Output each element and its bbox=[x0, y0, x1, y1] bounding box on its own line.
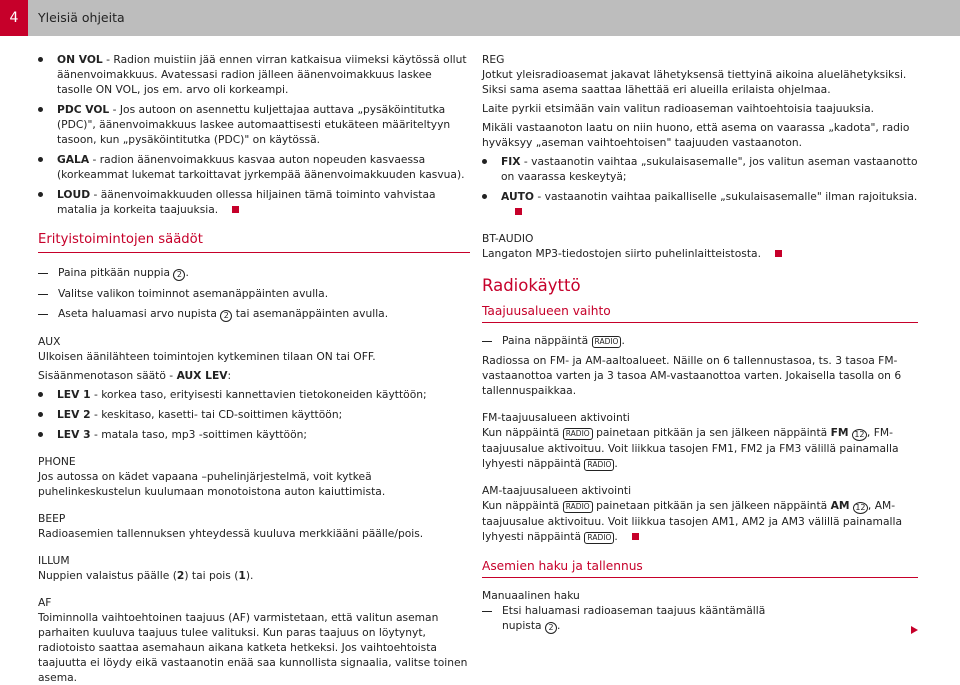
reg-text-3: Mikäli vastaanoton laatu on niin huono, että asema on vaarassa „kadota", radio hyväksyy „aseman vaihtoehtoisen" taajuuden vastaanoton. bbox=[482, 121, 910, 149]
bullet-icon bbox=[38, 157, 43, 162]
bullet-icon bbox=[38, 412, 43, 417]
dash-icon bbox=[38, 294, 48, 295]
section-title-search: Asemien haku ja tallennus bbox=[482, 558, 918, 578]
knob-number-icon: 2 bbox=[220, 310, 232, 322]
end-square-icon bbox=[775, 250, 782, 257]
section-title-band: Taajuusalueen vaihto bbox=[482, 303, 918, 323]
reg-text-2: Laite pyrkii etsimään vain valitun radioaseman vaihtoehtoisia taajuuksia. bbox=[482, 102, 875, 115]
radio-key-icon: RADIO bbox=[563, 428, 593, 440]
list-item: FIX - vastaanotin vaihtaa „sukulaisasemalle", jos valitun aseman vastaanotto on vaarassa keskeytyä; bbox=[482, 154, 918, 184]
key-number-icon: 12 bbox=[853, 502, 868, 514]
radio-key-icon: RADIO bbox=[584, 459, 614, 471]
illum-label: ILLUM bbox=[38, 554, 70, 567]
knob-number-icon: 2 bbox=[545, 622, 557, 634]
list-item: LEV 3 - matala taso, mp3 -soittimen käyttöön; bbox=[38, 427, 470, 442]
list-item: GALA - radion äänenvoimakkuus kasvaa auton nopeuden kasvaessa (korkeammat lukemat tarkoittavat jyrkempää äänenvoimakkuuden kasvua). bbox=[38, 152, 470, 182]
list-item: PDC VOL - Jos autoon on asennettu kuljettajaa auttava „pysäköintitutka (PDC)", äänenvoimakkuus laskee automaattisesti etukäteen määriteltyyn tasoon, kun „pysäköintitutka (PDC)" on käytössä. bbox=[38, 102, 470, 147]
list-item: LOUD - äänenvoimakkuuden ollessa hiljainen tämä toiminto vahvistaa matalia ja korkeita taajuuksia. bbox=[38, 187, 470, 217]
page-header bbox=[0, 0, 960, 36]
bullet-icon bbox=[38, 392, 43, 397]
continue-arrow-icon bbox=[911, 626, 918, 634]
beep-text: Radioasemien tallennuksen yhteydessä kuuluva merkkiääni päälle/pois. bbox=[38, 527, 424, 540]
bullet-icon bbox=[38, 432, 43, 437]
illum-text: Nuppien valaistus päälle (2) tai pois (1). bbox=[38, 569, 254, 582]
key-number-icon: 12 bbox=[852, 429, 867, 441]
bullet-icon bbox=[482, 159, 487, 164]
band-text: Radiossa on FM- ja AM-aaltoalueet. Näille on 6 tallennustasoa, ts. 3 tasoa FM-vastaanottoa varten ja 3 tasoa AM-vastaanottoa varten. Jokaisella tasolla on 6 tallennuspaikkaa. bbox=[482, 354, 902, 397]
af-text: Toiminnolla vaihtoehtoinen taajuus (AF) varmistetaan, että valitun aseman parhaiten kuuluva taajuus tulee valituksi. Kun paras taajuus on löytynyt, radiotoisto saattaa asemahaun aikana katketa hetkeksi. Jos vaihtoehtoista taajuutta ei löydy eikä vastaanotin enää saa kunnollista signaalia, valitse toinen asema. bbox=[38, 611, 468, 684]
radio-key-icon: RADIO bbox=[584, 532, 614, 544]
dash-icon bbox=[38, 273, 48, 274]
right-column bbox=[482, 52, 918, 639]
bullet-icon bbox=[38, 107, 43, 112]
manual-label: Manuaalinen haku bbox=[482, 589, 580, 602]
list-item: ON VOL - Radion muistiin jää ennen virran katkaisua viimeksi käytössä ollut äänenvoimakkuus. Avatessasi radion jälleen äänenvoimakkuus laskee tasolle ON VOL, jos em. arvo oli korkeampi. bbox=[38, 52, 470, 97]
section-title-radio: Radiokäyttö bbox=[482, 276, 581, 295]
fm-label: FM-taajuusalueen aktivointi bbox=[482, 411, 630, 424]
radio-key-icon: RADIO bbox=[592, 336, 622, 348]
knob-number-icon: 2 bbox=[173, 269, 185, 281]
bt-audio-text: Langaton MP3-tiedostojen siirto puhelinlaitteistosta. bbox=[482, 246, 918, 261]
fm-text: Kun näppäintä RADIO painetaan pitkään ja sen jälkeen näppäintä FM 12 , FM-taajuusalue aktivoituu. Voit liikkua tasojen FM1, FM2 ja FM3 välillä painamalla lyhyesti näppäintä RADIO . bbox=[482, 426, 899, 470]
end-square-icon bbox=[232, 206, 239, 213]
chapter-title: Yleisiä ohjeita bbox=[38, 10, 125, 25]
bt-audio-label: BT-AUDIO bbox=[482, 232, 534, 245]
dash-icon bbox=[38, 314, 48, 315]
step-item: Paina pitkään nuppia 2 . bbox=[38, 265, 470, 281]
step-item: Etsi haluamasi radioaseman taajuus kääntämällä nupista 2 . bbox=[482, 603, 918, 634]
page-number: 4 bbox=[0, 0, 28, 36]
beep-label: BEEP bbox=[38, 512, 66, 525]
aux-text: Ulkoisen äänilähteen toimintojen kytkeminen tilaan ON tai OFF. bbox=[38, 350, 376, 363]
dash-icon bbox=[482, 341, 492, 342]
reg-label: REG bbox=[482, 53, 505, 66]
step-item: Paina näppäintä RADIO . bbox=[482, 333, 918, 348]
end-square-icon bbox=[632, 533, 639, 540]
left-column bbox=[38, 52, 470, 685]
aux-label: AUX bbox=[38, 335, 61, 348]
list-item: AUTO - vastaanotin vaihtaa paikalliselle „sukulaisasemalle" ilman rajoituksia. bbox=[482, 189, 918, 219]
phone-label: PHONE bbox=[38, 455, 76, 468]
end-square-icon bbox=[515, 208, 522, 215]
radio-key-icon: RADIO bbox=[563, 501, 593, 513]
step-item: Aseta haluamasi arvo nupista 2 tai asemanäppäinten avulla. bbox=[38, 306, 470, 322]
af-label: AF bbox=[38, 596, 52, 609]
list-item: LEV 2 - keskitaso, kasetti- tai CD-soittimen käyttöön; bbox=[38, 407, 470, 422]
reg-text-1: Jotkut yleisradioasemat jakavat lähetyksensä tiettyinä aikoina aluelähetyksiksi. Siksi sama asema saattaa lähettää eri alueilla erilaista ohjelmaa. bbox=[482, 68, 907, 96]
step-item: Valitse valikon toiminnot asemanäppäinten avulla. bbox=[38, 286, 470, 301]
bullet-icon bbox=[38, 192, 43, 197]
dash-icon bbox=[482, 611, 492, 612]
aux-lev-text: Sisäänmenotason säätö - AUX LEV: bbox=[38, 369, 232, 382]
list-item: LEV 1 - korkea taso, erityisesti kannettavien tietokoneiden käyttöön; bbox=[38, 387, 470, 402]
section-title-special-functions: Erityistoimintojen säädöt bbox=[38, 231, 470, 253]
phone-text: Jos autossa on kädet vapaana –puhelinjärjestelmä, voit kytkeä puhelinkeskustelun kuulumaan monotoistona auton kaiuttimista. bbox=[38, 470, 386, 498]
am-label: AM-taajuusalueen aktivointi bbox=[482, 484, 632, 497]
bullet-icon bbox=[38, 57, 43, 62]
bullet-icon bbox=[482, 194, 487, 199]
am-text: Kun näppäintä RADIO painetaan pitkään ja sen jälkeen näppäintä AM 12 , AM-taajuusalue aktivoituu. Voit liikkua tasojen AM1, AM2 ja AM3 välillä painamalla lyhyesti näppäintä RADIO . bbox=[482, 499, 902, 543]
